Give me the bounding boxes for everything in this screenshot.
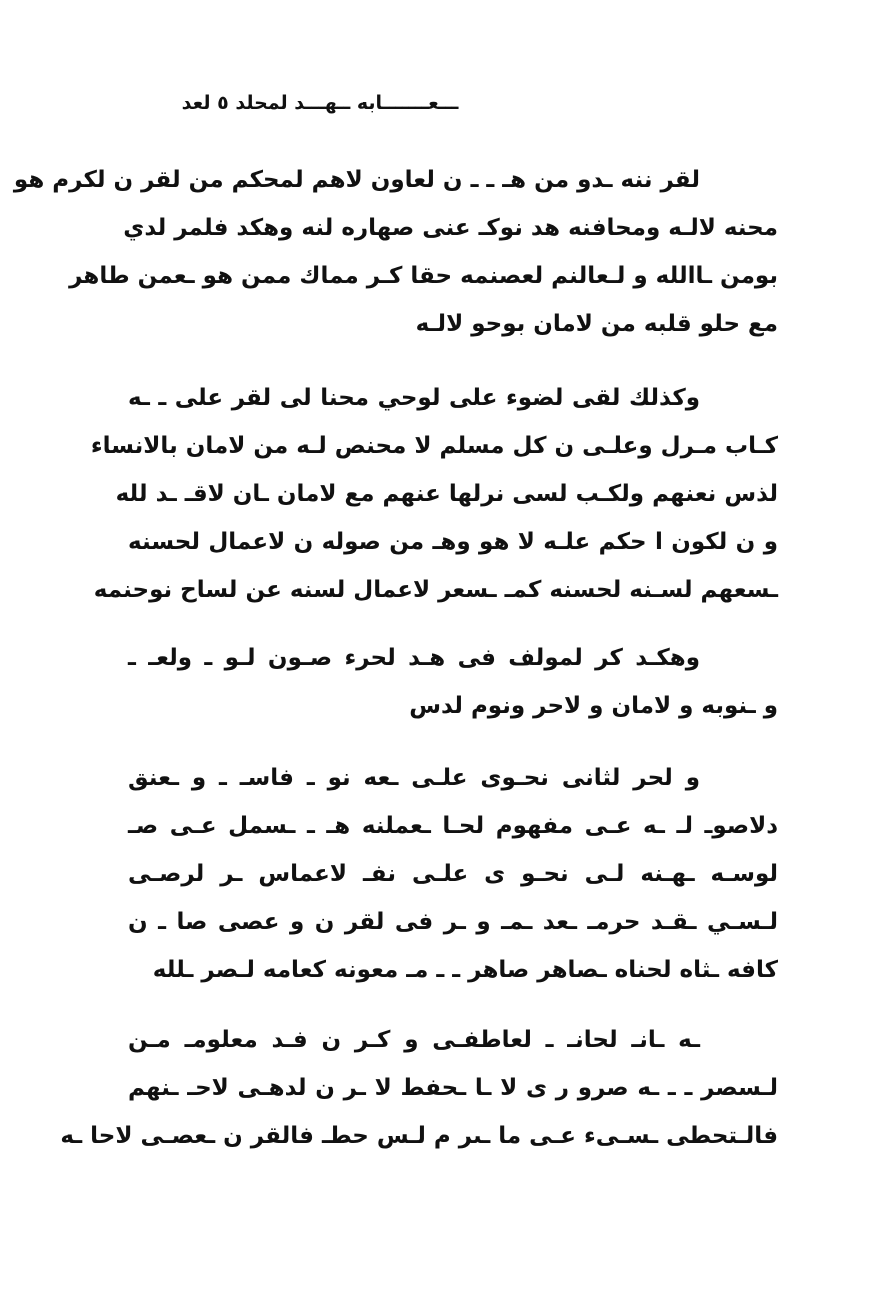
text-line: دلاصوـ لـ ـه عـى مفهوم لحـا ـعملنه هـ ـ ـسمل عـى صـ (128, 813, 778, 839)
paragraph-2 (90, 374, 778, 614)
text-line: و لحر لثانى نحـوى علـى ـعه نو ـ فاسـ ـ و ـعنق (128, 765, 700, 791)
text-line: لقر ننه ـدو من هـ ـ ـ ن لعاون لاهم لمحكم من لقر ن لكرم هو (13, 167, 700, 193)
text-line: وهكـد كر لمولف فى هـد لحرء صـون لـو ـ ولعـ ـ (128, 645, 700, 671)
text-line: لذس نعنهم ولكـب لسى نرلها عنهم مع لامان ـان لاقـ ـد لله (115, 481, 778, 507)
paragraph-3 (128, 634, 778, 730)
text-line: و ن لكون ا حكم علـه لا هو وهـ من صوله ن لاعمال لحسنه (128, 529, 778, 555)
running-header: ـــعـــــــابه ــهـــد لمحلد ٥ لعد (181, 92, 459, 114)
paragraph-4 (128, 754, 778, 994)
paragraph-5 (60, 1016, 778, 1160)
text-line: ـه ـانـ لحانـ ـ لعاطفـى و كـر ن فـد معلومـ مـن (128, 1027, 700, 1053)
text-line: و ـنوبه و لامان و لاحر ونوم لدس (409, 693, 778, 719)
text-line: كـاب مـرل وعلـى ن كل مسلم لا محنص لـه من لامان بالانساء (90, 433, 778, 459)
text-line: لـسـي ـقـد حرمـ ـعد ـمـ و ـر فى لقر ن و عصى صا ـ ن (128, 909, 778, 935)
text-line: ـسعهم لسـنه لحسنه كمـ ـسعر لاعمال لسنه عن لساح نوحنمه (93, 577, 778, 603)
text-line: وكذلك لقى لضوء على لوحي محنا لى لقر على ـ ـه (128, 385, 700, 411)
text-line: فالـتحطى ـسـىء عـى ما ـىر م لـس حطـ فالقر ن ـعصـى لاحا ـه (60, 1123, 778, 1149)
text-line: كافه ـثاه لحناه ـصاهر صاهر ـ ـ مـ معونه كعامه لـصر ـلله (152, 957, 778, 983)
text-line: بومن ـاالله و لـعالنم لعصنمه حقا كـر مماك ممن هو ـعمن طاهر (69, 263, 778, 289)
text-line: محنه لالـه ومحافنه هد نوكـ عنى صهاره لنه وهكد فلمر لدي (123, 215, 778, 241)
text-line: لوسـه ـهـنه لـى نحـو ى علـى نفـ لاعماس ـر لرصـى (128, 861, 778, 887)
text-line: لـسصر ـ ـ ـه صرو ر ى لا ـا ـحفط لا ـر ن لدهـى لاحـ ـنهم (128, 1075, 778, 1101)
paragraph-1 (13, 156, 778, 348)
text-line: مع حلو قلبه من لامان بوحو لالـه (415, 311, 778, 337)
